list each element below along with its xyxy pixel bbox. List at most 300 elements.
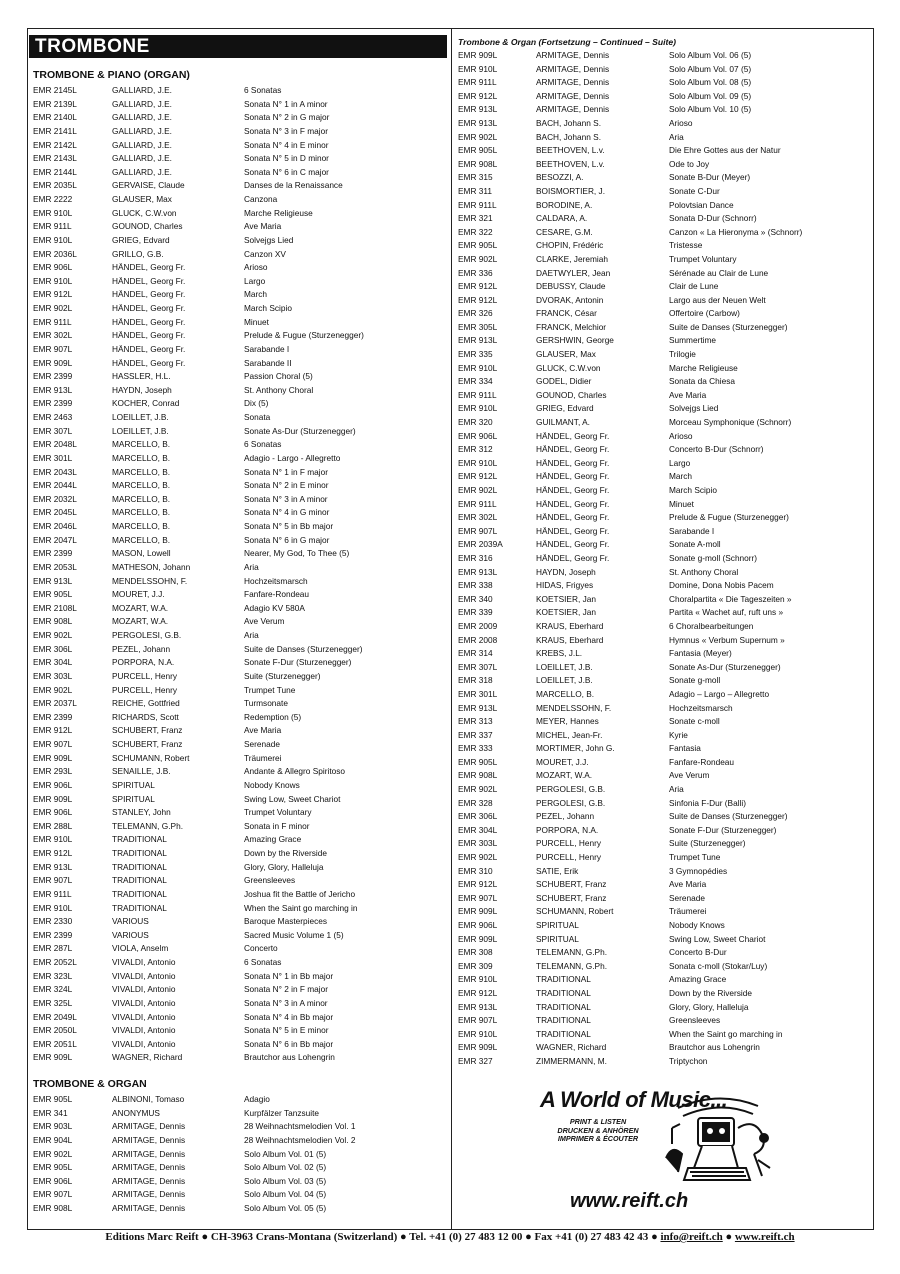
composer: VARIOUS: [112, 929, 149, 940]
catalog-entry: [458, 1028, 868, 1042]
catalog-entry: [458, 375, 868, 389]
catalog-number: EMR 333: [458, 743, 493, 754]
catalog-number: EMR 2140L: [33, 112, 77, 123]
work-title: Serenade: [244, 739, 280, 749]
catalog-number: EMR 337: [458, 729, 493, 740]
composer: HÄNDEL, Georg Fr.: [536, 430, 610, 441]
catalog-number: EMR 2463: [33, 412, 73, 422]
work-title: Amazing Grace: [669, 974, 727, 985]
composer: SCHUMANN, Robert: [536, 906, 614, 917]
composer: MOURET, J.J.: [536, 756, 589, 767]
composer: ARMITAGE, Dennis: [536, 77, 610, 88]
work-title: Sonate F-Dur (Sturzenegger): [669, 824, 777, 835]
catalog-entry: [458, 1055, 868, 1069]
catalog-entry: [458, 525, 868, 539]
catalog-entry: [33, 793, 447, 807]
work-title: Sonata N° 3 in F major: [244, 125, 329, 136]
catalog-entry: [33, 343, 447, 357]
composer: MARCELLO, B.: [112, 466, 171, 477]
catalog-entry: [458, 1014, 868, 1028]
work-title: Sonata N° 4 in E minor: [244, 139, 329, 150]
catalog-number: EMR 308: [458, 947, 493, 958]
catalog-number: EMR 905L: [458, 756, 498, 767]
catalog-entry: [33, 888, 447, 902]
composer: ARMITAGE, Dennis: [112, 1148, 186, 1159]
work-title: Ave Maria: [244, 725, 282, 736]
catalog-number: EMR 302L: [33, 330, 73, 341]
catalog-number: EMR 907L: [33, 739, 73, 749]
work-title: Marche Religieuse: [244, 207, 313, 218]
composer: VARIOUS: [112, 916, 149, 927]
catalog-number: EMR 911L: [33, 888, 72, 899]
catalog-entry: [458, 511, 868, 525]
catalog-entry: [33, 656, 447, 670]
ad-tagline-drucken: DRUCKEN & ANHÖREN: [557, 1125, 639, 1135]
catalog-number: EMR 2145L: [33, 85, 77, 95]
catalog-number: EMR 2141L: [33, 125, 77, 136]
catalog-number: EMR 909L: [33, 1052, 73, 1063]
footer-publisher: Editions Marc Reift: [105, 1231, 199, 1243]
catalog-number: EMR 320: [458, 417, 493, 428]
composer: FRANCK, Melchior: [536, 321, 607, 332]
catalog-number: EMR 912L: [458, 281, 498, 292]
composer: REICHE, Gottfried: [112, 698, 180, 709]
catalog-number: EMR 910L: [458, 1028, 498, 1039]
work-title: Glory, Glory, Halleluja: [244, 861, 324, 872]
catalog-number: EMR 909L: [458, 906, 498, 917]
catalog-entry: [458, 579, 868, 593]
work-title: Trilogie: [669, 349, 696, 360]
work-title: Suite de Danses (Sturzenegger): [669, 811, 788, 822]
footer-fax: Fax +41 (0) 27 483 42 43: [534, 1231, 649, 1243]
catalog-number: EMR 2035L: [33, 180, 77, 191]
catalog-number: EMR 910L: [33, 275, 73, 286]
catalog-number: EMR 902L: [458, 852, 498, 863]
catalog-entry: [33, 643, 447, 657]
footer-address: CH-3963 Crans-Montana (Switzerland): [210, 1231, 398, 1243]
catalog-entry: [458, 933, 868, 947]
work-title: Sarabande I: [669, 525, 715, 536]
composer: SPIRITUAL: [112, 779, 155, 790]
catalog-entry: [33, 697, 447, 711]
composer: GRIEG, Edvard: [536, 403, 594, 414]
work-title: Sonate B-Dur (Meyer): [669, 172, 751, 183]
catalog-number: EMR 328: [458, 797, 493, 808]
catalog-entry: [458, 674, 868, 688]
work-title: Marche Religieuse: [669, 362, 738, 373]
composer: BACH, Johann S.: [536, 117, 602, 128]
footer-email-link[interactable]: info@reift.ch: [660, 1231, 723, 1243]
composer: ARMITAGE, Dennis: [536, 104, 610, 115]
work-title: Trumpet Tune: [244, 684, 296, 695]
catalog-entry: [458, 280, 868, 294]
catalog-entry: [458, 797, 868, 811]
composer: MASON, Lowell: [112, 548, 171, 559]
work-title: Fantasia: [669, 743, 701, 754]
composer: KRAUS, Eberhard: [536, 634, 604, 645]
catalog-number: EMR 301L: [458, 688, 498, 699]
catalog-number: EMR 911L: [458, 498, 497, 509]
work-title: Sonata N° 4 in Bb major: [244, 1011, 334, 1022]
work-title: When the Saint go marching in: [669, 1028, 783, 1039]
work-title: Adagio – Largo – Allegretto: [669, 688, 770, 699]
catalog-entry: [458, 634, 868, 648]
catalog-entry: [458, 756, 868, 770]
composer: GALLIARD, J.E.: [112, 153, 172, 164]
catalog-number: EMR 905L: [458, 240, 498, 251]
composer: DVORAK, Antonin: [536, 294, 604, 305]
work-title: Largo: [244, 275, 266, 286]
work-title: Aria: [669, 784, 684, 795]
catalog-number: EMR 907L: [33, 343, 73, 354]
composer: DAETWYLER, Jean: [536, 267, 611, 278]
catalog-entry: [33, 384, 447, 398]
work-title: Kurpfälzer Tanzsuite: [244, 1107, 320, 1118]
catalog-number: EMR 2008: [458, 634, 498, 645]
catalog-entry: [33, 1148, 447, 1162]
composer: TRADITIONAL: [112, 861, 167, 872]
composer: MARCELLO, B.: [112, 439, 171, 450]
catalog-entry: [33, 425, 447, 439]
catalog-number: EMR 912L: [458, 294, 498, 305]
composer: GALLIARD, J.E.: [112, 139, 172, 150]
work-title: Sonata N° 6 in C major: [244, 166, 329, 177]
catalog-number: EMR 334: [458, 376, 493, 387]
composer: TRADITIONAL: [536, 1015, 591, 1026]
composer: VIVALDI, Antonio: [112, 957, 176, 967]
work-title: March Scipio: [669, 485, 717, 495]
catalog-number: EMR 2144L: [33, 166, 77, 177]
work-title: St. Anthony Choral: [669, 566, 739, 577]
catalog-entry: [33, 98, 447, 112]
catalog-entry: [33, 629, 447, 643]
composer: VIVALDI, Antonio: [112, 1011, 176, 1022]
catalog-number: EMR 913L: [458, 117, 498, 128]
composer: ARMITAGE, Dennis: [536, 90, 610, 101]
work-title: 28 Weihnachtsmelodien Vol. 1: [244, 1121, 356, 1132]
composer: ANONYMUS: [112, 1107, 160, 1118]
catalog-number: EMR 315: [458, 172, 493, 183]
catalog-number: EMR 323L: [33, 970, 73, 981]
composer: HÄNDEL, Georg Fr.: [112, 357, 186, 368]
catalog-number: EMR 307L: [33, 425, 73, 436]
work-title: Sonata N° 3 in A minor: [244, 997, 328, 1008]
catalog-entry: [33, 1093, 447, 1107]
composer: GALLIARD, J.E.: [112, 112, 172, 123]
composer: ALBINONI, Tomaso: [112, 1094, 185, 1104]
catalog-entry: [33, 1011, 447, 1025]
catalog-number: EMR 2048L: [33, 439, 77, 450]
work-title: Sonate c-moll: [669, 716, 720, 727]
catalog-entry: [458, 1001, 868, 1015]
catalog-entry: [33, 615, 447, 629]
composer: PORPORA, N.A.: [112, 657, 175, 668]
work-title: Concerto: [244, 943, 278, 954]
composer: TELEMANN, G.Ph.: [536, 947, 608, 958]
work-title: Solo Album Vol. 07 (5): [669, 63, 752, 74]
catalog-number: EMR 314: [458, 648, 493, 659]
work-title: Tristesse: [669, 240, 703, 251]
ad-website[interactable]: www.reift.ch: [570, 1190, 689, 1212]
section-title-organ: TROMBONE & ORGAN: [33, 1078, 147, 1090]
work-title: Arioso: [669, 117, 693, 128]
composer: MARCELLO, B.: [536, 688, 595, 699]
catalog-number: EMR 906L: [33, 779, 73, 790]
catalog-entry: [458, 987, 868, 1001]
catalog-entry: [33, 397, 447, 411]
catalog-number: EMR 322: [458, 226, 493, 237]
work-title: Minuet: [244, 316, 269, 327]
composer: GLUCK, C.W.von: [536, 362, 601, 373]
composer: CESARE, G.M.: [536, 226, 593, 237]
composer: TRADITIONAL: [536, 974, 591, 985]
composer: VIVALDI, Antonio: [112, 1025, 176, 1036]
footer-web-link[interactable]: www.reift.ch: [734, 1231, 795, 1243]
catalog-number: EMR 907L: [458, 1015, 498, 1026]
work-title: Brautchor aus Lohengrin: [244, 1052, 335, 1063]
composer: CHOPIN, Frédéric: [536, 240, 604, 251]
composer: PURCELL, Henry: [112, 670, 178, 681]
catalog-entry: [458, 538, 868, 552]
composer: HÄNDEL, Georg Fr.: [536, 539, 610, 550]
catalog-number: EMR 910L: [458, 974, 498, 985]
work-title: Clair de Lune: [669, 281, 719, 292]
work-title: Largo aus der Neuen Welt: [669, 294, 766, 305]
work-title: Sonata c-moll (Stokar/Luy): [669, 960, 768, 971]
composer: HÄNDEL, Georg Fr.: [112, 330, 186, 341]
catalog-number: EMR 911L: [458, 199, 497, 210]
composer: ZIMMERMANN, M.: [536, 1055, 607, 1066]
composer: TRADITIONAL: [536, 1001, 591, 1012]
composer: HÄNDEL, Georg Fr.: [112, 316, 186, 327]
catalog-number: EMR 302L: [458, 512, 498, 523]
catalog-number: EMR 2108L: [33, 602, 77, 613]
catalog-number: EMR 910L: [458, 362, 498, 373]
composer: HÄNDEL, Georg Fr.: [536, 525, 610, 536]
footer-bullet: ●: [400, 1231, 410, 1243]
work-title: Aria: [244, 561, 259, 572]
composer: HÄNDEL, Georg Fr.: [536, 444, 610, 455]
catalog-number: EMR 908L: [33, 1203, 73, 1213]
work-title: Sonata N° 2 in G major: [244, 112, 330, 123]
catalog-entry: [33, 1107, 447, 1121]
composer: WAGNER, Richard: [536, 1042, 607, 1053]
catalog-number: EMR 910L: [33, 234, 73, 245]
work-title: 6 Sonatas: [244, 439, 282, 450]
work-title: Solvejgs Lied: [669, 403, 719, 414]
work-title: Joshua fit the Battle of Jericho: [244, 888, 356, 899]
catalog-number: EMR 316: [458, 552, 493, 563]
ad-tagline-imprimer: IMPRIMER & ÉCOUTER: [557, 1134, 639, 1143]
work-title: 6 Sonatas: [244, 85, 282, 95]
catalog-number: EMR 2039A: [458, 539, 503, 550]
catalog-number: EMR 2036L: [33, 248, 77, 259]
catalog-entry: [33, 1120, 447, 1134]
catalog-entry: [458, 90, 868, 104]
work-title: Turmsonate: [244, 698, 288, 709]
catalog-number: EMR 906L: [458, 920, 498, 930]
work-title: Ave Verum: [244, 616, 285, 627]
catalog-entry: [458, 606, 868, 620]
catalog-number: EMR 912L: [458, 879, 498, 890]
catalog-entry: [458, 402, 868, 416]
work-title: Andante & Allegro Spiritoso: [244, 766, 346, 777]
work-title: Baroque Masterpieces: [244, 916, 328, 927]
composer: CALDARA, A.: [536, 213, 588, 224]
catalog-entry: [33, 1202, 447, 1216]
composer: ARMITAGE, Dennis: [112, 1203, 186, 1213]
catalog-number: EMR 2222: [33, 194, 73, 204]
catalog-entry: [33, 820, 447, 834]
work-title: Greensleeves: [244, 875, 296, 886]
catalog-number: EMR 909L: [33, 752, 73, 763]
work-title: Adagio - Largo - Allegretto: [244, 452, 341, 463]
work-title: March Scipio: [244, 303, 292, 313]
catalog-number: EMR 2139L: [33, 98, 77, 109]
work-title: Canzon XV: [244, 248, 286, 259]
composer: GALLIARD, J.E.: [112, 85, 172, 95]
composer: TRADITIONAL: [112, 888, 167, 899]
work-title: Sonata in F minor: [244, 820, 310, 831]
composer: MORTIMER, John G.: [536, 743, 615, 754]
composer: HAYDN, Joseph: [112, 384, 172, 395]
work-title: Sonata N° 1 in A minor: [244, 98, 328, 109]
catalog-entry: [33, 547, 447, 561]
work-title: St. Anthony Choral: [244, 384, 314, 395]
composer: GERSHWIN, George: [536, 335, 614, 346]
catalog-entry: [458, 688, 868, 702]
catalog-number: EMR 324L: [33, 984, 73, 995]
catalog-number: EMR 311: [458, 185, 492, 196]
composer: SCHUBERT, Franz: [112, 739, 183, 749]
composer: SCHUBERT, Franz: [536, 892, 607, 903]
catalog-entry: [458, 865, 868, 879]
composer: MOZART, W.A.: [536, 770, 593, 781]
work-title: Suite (Sturzenegger): [244, 670, 321, 681]
composer: FRANCK, César: [536, 308, 597, 319]
composer: TELEMANN, G.Ph.: [536, 960, 608, 971]
catalog-number: EMR 912L: [33, 848, 73, 858]
composer: SPIRITUAL: [536, 920, 579, 930]
work-title: Concerto B-Dur: [669, 947, 727, 958]
catalog-number: EMR 2047L: [33, 534, 77, 545]
work-title: Sonata N° 5 in E minor: [244, 1025, 329, 1036]
catalog-number: EMR 902L: [33, 684, 73, 695]
composer: KRAUS, Eberhard: [536, 620, 604, 631]
work-title: Danses de la Renaissance: [244, 180, 343, 191]
catalog-number: EMR 911L: [458, 77, 497, 88]
catalog-number: EMR 2399: [33, 371, 73, 382]
work-title: Passion Choral (5): [244, 371, 313, 382]
work-title: Sonate F-Dur (Sturzenegger): [244, 657, 352, 668]
work-title: Fanfare-Rondeau: [244, 589, 310, 600]
catalog-number: EMR 902L: [33, 303, 73, 313]
composer: SCHUMANN, Robert: [112, 752, 190, 763]
footer-bullet: ●: [201, 1231, 211, 1243]
catalog-number: EMR 907L: [33, 875, 73, 886]
composer: TRADITIONAL: [536, 1028, 591, 1039]
composer: MEYER, Hannes: [536, 716, 599, 727]
catalog-entry: [33, 915, 447, 929]
work-title: Träumerei: [244, 752, 282, 763]
composer: VIVALDI, Antonio: [112, 997, 176, 1008]
composer: ARMITAGE, Dennis: [112, 1175, 186, 1186]
catalog-number: EMR 909L: [33, 793, 73, 804]
composer: HÄNDEL, Georg Fr.: [112, 262, 186, 273]
work-title: Prelude & Fugue (Sturzenegger): [244, 330, 364, 341]
catalog-entry: [33, 902, 447, 916]
composer: GALLIARD, J.E.: [112, 98, 172, 109]
composer: ARMITAGE, Dennis: [112, 1189, 186, 1200]
composer: PERGOLESI, G.B.: [536, 797, 606, 808]
work-title: Sonate A-moll: [669, 539, 721, 550]
work-title: Trumpet Tune: [669, 852, 721, 863]
catalog-number: EMR 2045L: [33, 507, 77, 518]
catalog-number: EMR 304L: [33, 657, 73, 668]
work-title: Greensleeves: [669, 1015, 721, 1026]
catalog-entry: [33, 588, 447, 602]
work-title: Solo Album Vol. 10 (5): [669, 104, 752, 115]
composer: HAYDN, Joseph: [536, 566, 596, 577]
composer: GOUNOD, Charles: [536, 389, 607, 400]
computer-mascot-icon: [658, 1088, 778, 1193]
catalog-entry: [458, 267, 868, 281]
work-title: Down by the Riverside: [669, 987, 753, 998]
catalog-number: EMR 325L: [33, 997, 73, 1008]
catalog-entry: [458, 878, 868, 892]
work-title: Sacred Music Volume 1 (5): [244, 929, 344, 940]
catalog-number: EMR 905L: [458, 145, 498, 156]
catalog-entry: [458, 76, 868, 90]
catalog-entry: [33, 506, 447, 520]
catalog-entry: [33, 752, 447, 766]
catalog-list-organ-continued: [458, 49, 868, 1069]
work-title: Sonata N° 1 in F major: [244, 466, 329, 477]
composer: MENDELSSOHN, F.: [536, 702, 612, 713]
catalog-number: EMR 2053L: [33, 561, 77, 572]
composer: GOUNOD, Charles: [112, 221, 183, 232]
composer: MOURET, J.J.: [112, 589, 165, 600]
work-title: Sonata N° 3 in A minor: [244, 493, 328, 504]
catalog-number: EMR 312: [458, 444, 493, 455]
composer: DEBUSSY, Claude: [536, 281, 606, 292]
catalog-number: EMR 905L: [33, 1162, 73, 1173]
catalog-entry: [33, 806, 447, 820]
right-column: [458, 36, 868, 1069]
work-title: Ave Maria: [669, 879, 707, 890]
catalog-number: EMR 906L: [33, 262, 73, 273]
catalog-entry: [458, 783, 868, 797]
work-title: Suite (Sturzenegger): [669, 838, 746, 849]
work-title: Choralpartita « Die Tageszeiten »: [669, 593, 792, 604]
work-title: Suite de Danses (Sturzenegger): [244, 643, 363, 654]
catalog-number: EMR 907L: [458, 525, 498, 536]
work-title: Sonata: [244, 412, 271, 422]
catalog-entry: [33, 179, 447, 193]
composer: HÄNDEL, Georg Fr.: [536, 512, 610, 523]
composer: SPIRITUAL: [112, 793, 155, 804]
catalog-entry: [458, 389, 868, 403]
work-title: 6 Sonatas: [244, 957, 282, 967]
catalog-number: EMR 910L: [458, 63, 498, 74]
ad-taglines: [538, 1118, 658, 1144]
work-title: Prelude & Fugue (Sturzenegger): [669, 512, 789, 523]
work-title: Down by the Riverside: [244, 848, 328, 858]
work-title: Arioso: [244, 262, 268, 273]
composer: TRADITIONAL: [112, 848, 167, 858]
catalog-entry: [458, 973, 868, 987]
catalog-number: EMR 2399: [33, 929, 73, 940]
